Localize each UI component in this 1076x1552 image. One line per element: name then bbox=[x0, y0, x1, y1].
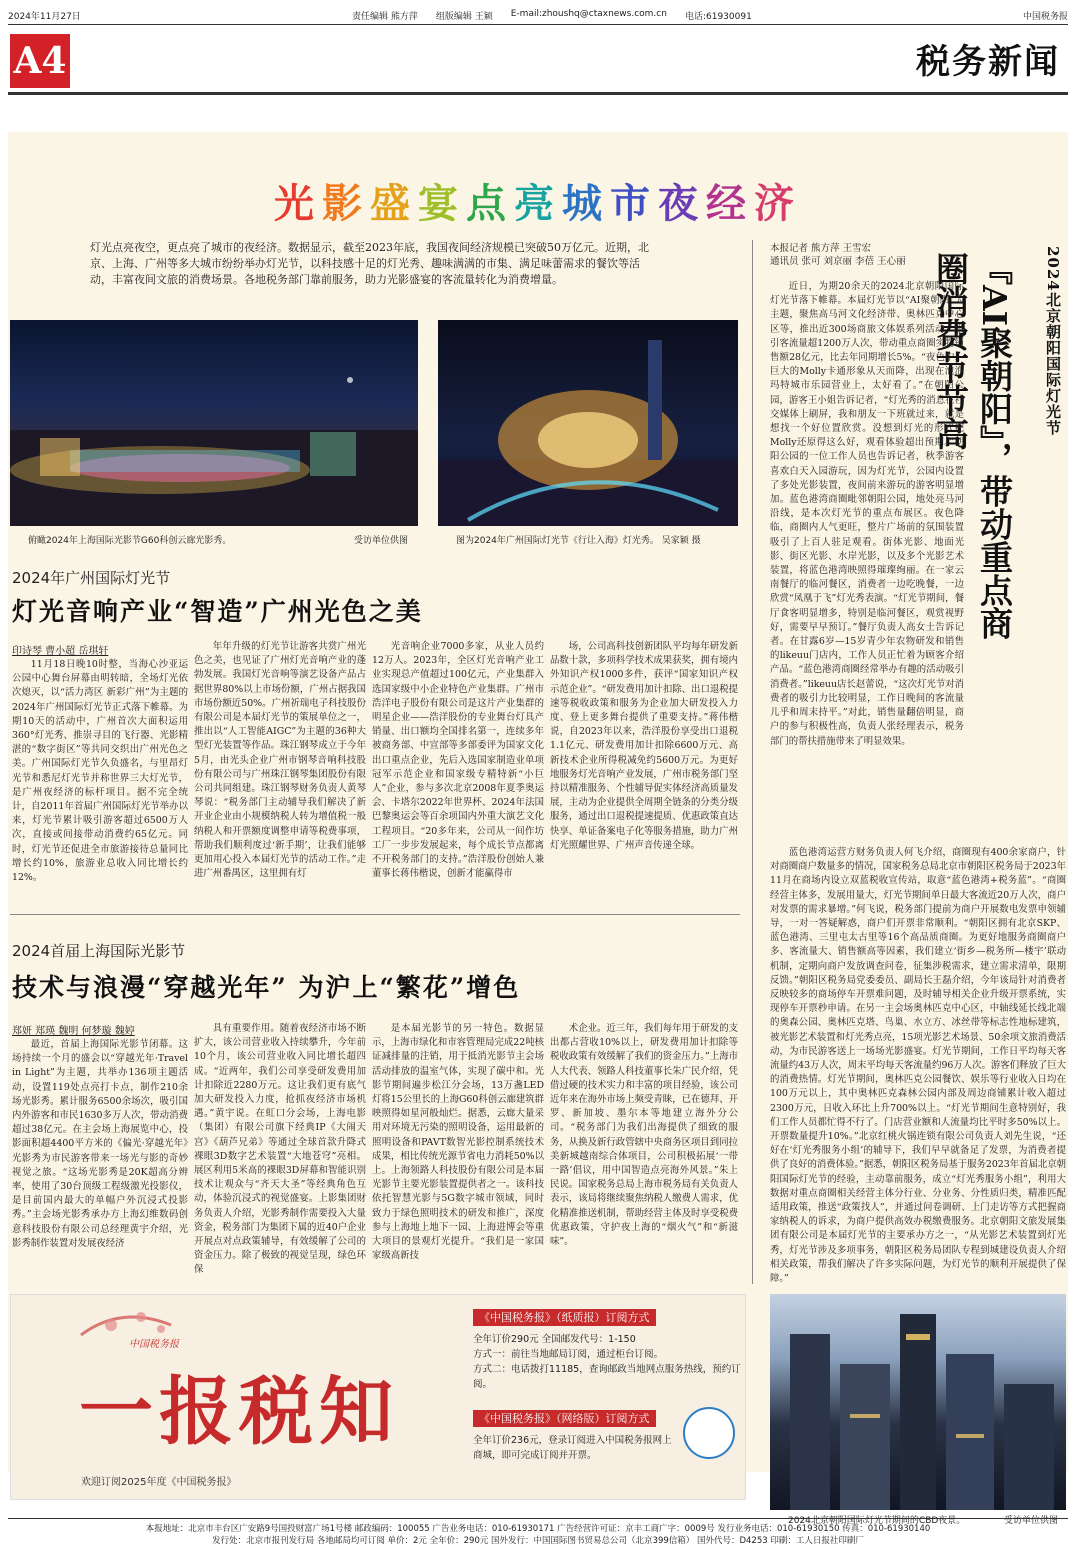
feature-intro: 灯光点亮夜空，更点亮了城市的夜经济。数据显示，截至2023年底，我国夜间经济规模已突破50万亿元。近期，北京、上海、广州等多大城市纷纷举办灯光节，以科技感十足的灯光秀、趣味满满的市集、满足味蕾需求的餐饮等活动，丰富夜间文旅的消费场景。各地税务部门靠前服务，助力光影盛宴的客流量转化为消费增量。 bbox=[90, 241, 649, 286]
feature-title-char: 城 bbox=[562, 180, 610, 227]
ad-line: 方式二：电话拨打11185，查询邮政当地网点服务热线，预约订阅。 bbox=[473, 1364, 741, 1390]
article3-text: 近日，为期20余天的2024北京朝阳国际灯光节落下帷幕。本届灯光节以“AI聚朝阳”为主题，聚焦高马河文化经济带、奥林匹克中心区等，推出近300场商旅文体娱系列活动，吸引客流量超1200万人次，带动重点商圈实物销售额28亿元，比去年同期增长5%。“夜色中，巨大的Molly卡通形象从天而降，出现在泡泡玛特城市乐园营业上，太好看了。”在朝阳公园，游客王小姐告诉记者，“灯光秀的消息在社交媒体上刷屏，我和朋友一下班就过来，就是想找一个好位置欣赏。没想到灯光的形式把Molly还原得这么好，观看体验超出预期。”朝阳公园的一位工作人员也告诉记者，秋季游客喜欢白天入园游玩，因为灯光节，公园内设置了多处光影装置，夜间前来游玩的游客明显增加。蓝色港湾商圈毗邻朝阳公园，地处亮马河沿线，是本次灯光节的重点布展区。夜色降临，商圈内人气更旺，整片广场前的氛围装置吸引了上百人驻足观看。街体光影、地面光影、街区光影、水岸光影，以及多个光影艺术装置，将蓝色港湾映照得璀璨绚丽。在一家云南餐厅的临河餐区，消费者一边吃晚餐，一边欣赏“凤凰于飞”灯光秀表演。“灯光节期间，餐厅食客明显增多，特别是临河餐区，观赏视野好，需要早早预订。”餐厅负责人高女士告诉记者。在甘露6岁—15岁青少年农物研发和销售的likeuu门店内，工作人员正忙着为顾客介绍产品。“蓝色港湾商圈经常举办有趣的活动吸引消费者。”likeuu店长赵蕾说，“这次灯光节对消费者的吸引力比较明显，工作日晚间的客流量儿乎和周末持平。”对此，销售量翻倍明显，商户的参与积极性高，负责人张经理表示，税务部门的帮扶措施带来了明显效果。 bbox=[770, 281, 964, 747]
article1-byline: 印诗琴 曹小超 岳琪轩 bbox=[12, 646, 109, 657]
ad-line: 全年订价290元 全国邮发代号：1-150 bbox=[473, 1334, 636, 1345]
feature-title-char: 宴 bbox=[418, 180, 466, 227]
photo1-credit: 受访单位供图 bbox=[354, 536, 409, 546]
article1-text: 光音响企业7000多家，从业人员约12万人。2023年，全区灯光音响产业工业实现总产值超过100亿元，产业集群入选国家级中小企业特色产业集群。广州市浩洋电子股份有限公司是这片产业集群的明星企业——浩洋股份的专业舞台灯具产销量、出口额均全国排名第一，连续多年被商务部、中宣部等多部委评为国家文化出口重点企业，先后入选国家制造业单项冠军示范企业和国家级专精特新“小巨人”企业，参与多次北京2008年夏季奥运会、卡塔尔2022年世界杯、2024年法国巴黎奥运会等百余项国内外重大演艺文化工程项目。“20多年来，公司从一间作坊工厂一步步发展起来，每个成长节点都离不开税务部门的支持。”浩洋股份创始人兼董事长蒋伟楷说，创新才能赢得市 bbox=[372, 641, 544, 880]
article1-col-2 bbox=[194, 640, 366, 902]
qr-code-icon bbox=[683, 1407, 735, 1459]
ad-print-title: 《中国税务报》（纸质报）订阅方式 bbox=[473, 1309, 656, 1326]
photo-beijing-cbd-night bbox=[770, 1294, 1066, 1510]
photo3-caption: 2024北京朝阳国际灯光节期间的CBD夜景。 bbox=[788, 1516, 966, 1526]
article1-text: 年年升级的灯光节让游客共赏广州光色之美，也见证了广州灯光音响产业的蓬勃发展。我国灯光音响等演艺设备产品占据世界80%以上市场份额，广州占据我国市场份额近50%。广州祈瑞电子科技股份有限公司是本届灯光节的策展单位之一，推出以“人工智能AIGC”为主题的36种大型灯光装置等作品。珠江钢琴成立于今年5月，由光头企业广州市钢琴音响科技股份有限公司与广州珠江钢琴集团股份有限公司共同组建。珠江钢琴财务负责人黄琴琴说：“税务部门主动辅导我们解决了新开业企业由小规模纳税人转为增值税一般纳税人和开票额度调整申请等税费事项，帮助我们顺利度过‘新手期’，让我们能够更加用心投入本届灯光节的活动工作。”走进广州番禺区，这里拥有灯 bbox=[194, 641, 366, 880]
divider bbox=[10, 914, 740, 915]
ad-welcome: 欢迎订阅2025年度《中国税务报》 bbox=[81, 1477, 237, 1488]
article1-col-3 bbox=[372, 640, 544, 902]
section-title: 税务新闻 bbox=[916, 42, 1060, 82]
article2-col-4 bbox=[550, 1022, 738, 1284]
feature-title-char: 点 bbox=[466, 180, 514, 227]
ad-slogan: 一报税知 bbox=[79, 1369, 399, 1455]
feature-title-char: 盛 bbox=[370, 180, 418, 227]
footer-line: 本报地址：北京市丰台区广安路9号国投财富广场1号楼 邮政编码：100055 广告业务电话：010-61930171 广告经营许可证：京丰工商广字：0009号 发行业务电话：010-61930150 传真：010-61930140 bbox=[145, 1524, 931, 1534]
paper-name: 中国税务报 bbox=[1022, 11, 1068, 22]
article3-text: 蓝色港湾运营方财务负责人何飞介绍，商圈现有400余家商户，针对商圈商户数量多的情况，国家税务总局北京市朝阳区税务局于2023年11月在商场内设立双蓝税收宣传站，取意“蓝色港湾+税务蓝”。“商圈经营主体多，发展用量大，灯光节期间单日最大客流近20万人次，商户对发票的需求暴增。”何飞说，税务部门提前为商户开展数电发票申领辅导，一对一答疑解惑，商户们开票非常顺利。“朝阳区拥有北京SKP、蓝色港湾、三里屯太古里等16个高品质商圈。为更好地服务商圈商户多、客流量大、销售额高等因素，我们建立‘街乡—税务所—楼宇’联动机制，定期向商户发放调查问卷，征集涉税需求，建立需求清单，限期反馈。”朝阳区税务局党委委员、副局长王磊介绍，今年该局针对消费者反映较多的商场停车开票难问题，及时辅导相关企业升级开票系统，实现停车开票秒申请。在另一主会场奥林匹克中心区，中轴线延长线北端的奥森公园、奥林匹克塔、鸟巢、水立方、冰丝带等标志性地标建筑，被光影艺术装置和灯光秀点亮，15项光影艺术场景、50余项文旅消费活动，为市民游客送上一场场光影盛宴。灯光节期间，工作日平均每天客流量约43万人次，周末平均每天客流量约96万人次。游客们释放了巨大的消费热情。灯光节期间，奥林匹克公园餐饮、娱乐等行业收入日均在100万元以上，其中奥林匹克森林公园内部及周边商铺累计收入超过2300万元，日收入环比上升700%以上。“灯光节期间生意特别好，我们工作人员都忙得不行了。门店营业额和人流量均比平时多50%以上。开票数量提升10%。”北京红桃火锅连锁有限公司负责人刘先生说，“还好在‘灯光秀服务小组’的辅导下，我们早早就备足了发票，为消费者提供了良好的消费体验。”据悉，朝阳区税务局基于服务2023年首届北京朝阳国际灯光节的经验，主动靠前服务，成立“灯光秀服务小组”，利用大数据对重点商圈相关经营主体分行业、分业务、分性质归类，精准匹配适用政策，推送“政策找人”，并通过问卷调研、上门走访等方式把握商家纳税人的诉求，为商户提供高效办税缴费服务。北京朝阳文旅发展集团有限公司是本届灯光节的主要承办方之一，“从光影艺术装置到灯光秀，灯光节涉及多项事务，朝阳区税务局团队专程到城建设负责人介绍相关政策，帮我们解决了许多实际问题，为灯光节的顺利开展提供了保障。” bbox=[770, 847, 1066, 1284]
feature-title-char: 夜 bbox=[658, 180, 706, 227]
reporter-line: 本报记者 熊方萍 王雪宏 bbox=[770, 243, 872, 254]
article1-kicker: 2024年广州国际灯光节 bbox=[12, 569, 171, 587]
ad-left bbox=[11, 1295, 461, 1499]
article3-kicker: 2024北京朝阳国际灯光节 bbox=[1044, 246, 1062, 436]
ad-line: 全年订价236元，登录订阅进入中国税务报网上商城，即可完成订阅并开票。 bbox=[473, 1435, 672, 1461]
top-rule bbox=[8, 24, 1068, 25]
photo2-caption: 图为2024年广州国际灯光节《行让入海》灯光秀。 吴家颖 摄 bbox=[456, 536, 701, 546]
article2-text: 具有重要作用。随着夜经济市场不断扩大，该公司营业收入持续攀升，今年前10个月，该公司营业收入同比增长超四成。“近两年，我们公司享受研发费用加计扣除近2280万元。这让我们更有底气加大研发投入力度，抢抓夜经济市场机遇。”黄宇说。在虹口分会场，上海电影（集团）有限公司旗下经典IP《大闹天宫》《葫芦兄弟》等通过全球首款升降式裸眼3D数字艺术装置“大地苍穹”亮相。展区利用5米高的裸眼3D屏幕和智能识别技术让观众与“齐天大圣”等经典角色互动，体验沉浸式的视觉盛宴。上影集团财务负责人介绍，光影秀制作需要投入大量资金，税务部门为集团下属的近40户企业开展点对点政策辅导，有效缓解了公司的资金压力。除了极致的视觉呈现，绿色环保 bbox=[194, 1023, 366, 1276]
footer-line: 发行处：北京市报刊发行局 各地邮局均可订阅 单价：2元 全年价：290元 国外发行：中国国际图书贸易总公司（北京399信箱） 国外代号：D4253 印刷：工人日报社印刷厂 bbox=[212, 1536, 864, 1546]
article2-col-1 bbox=[12, 1038, 188, 1284]
article3-col-bottom bbox=[770, 846, 1066, 1284]
issue-date: 2024年11月27日 bbox=[8, 11, 81, 22]
article2-headline: 技术与浪漫“穿越光年” 为沪上“繁花”增色 bbox=[12, 973, 521, 1002]
layout-editor-line: 组版编辑 王颖 bbox=[435, 11, 493, 22]
ad-online-title: 《中国税务报》（网络版）订阅方式 bbox=[473, 1410, 656, 1427]
article2-kicker: 2024首届上海国际光影节 bbox=[12, 942, 186, 960]
ad-line: 方式一：前往当地邮局订阅，通过柜台订阅。 bbox=[473, 1349, 664, 1360]
article1-col-4 bbox=[550, 640, 738, 902]
article3-col-top bbox=[770, 280, 964, 840]
article2-byline: 郑妍 郑瑛 魏明 何梦璇 魏婷 bbox=[12, 1026, 135, 1037]
feature-title-char: 市 bbox=[610, 180, 658, 227]
article1-col-1 bbox=[12, 658, 188, 902]
phone-line: 电话:61930091 bbox=[684, 11, 752, 22]
subscription-ad bbox=[10, 1294, 746, 1500]
feature-title-char: 亮 bbox=[514, 180, 562, 227]
editor-line: 责任编辑 熊方萍 bbox=[352, 11, 418, 22]
article3-headline: 『AI聚朝阳』，带动重点商圈消费节节高 bbox=[931, 252, 1014, 640]
column-divider bbox=[752, 240, 753, 1284]
feature-title-char: 影 bbox=[322, 180, 370, 227]
article1-headline: 灯光音响产业“智造”广州光色之美 bbox=[12, 597, 423, 626]
feature-title-char: 光 bbox=[274, 180, 322, 227]
article2-col-3 bbox=[372, 1022, 544, 1284]
feature-title-char: 经 bbox=[706, 180, 754, 227]
feature-title bbox=[0, 172, 1076, 229]
article1-text: 场，公司高科技创新团队平均每年研发新品数十款，多项科学技术成果获奖，拥有境内外知识产权1000多件，获评“国家知识产权示范企业”。“研发费用加计扣除、出口退税提速等税收政策和服务为企业加大研发投入力度、登上更多舞台提供了重要支持。”蒋伟楷说，自2023年以来，浩洋股份享受出口退税1.1亿元、研发费用加计扣除6600万元、高新技术企业所得税减免约5600万元。为更好地服务灯光音响产业发展，广州市税务部门坚持以精准服务、个性辅导促实体经济高质量发展，主动为企业提供全周期全链条的分类分级服务，通过出口退税提速提质、优惠政策直达快享、单证备案电子化等服务措施，助力广州灯光照耀世界、广州声音传递全球。 bbox=[550, 641, 738, 851]
ad-brand: 中国税务报 bbox=[129, 1339, 179, 1350]
photo3-credit: 受访单位供图 bbox=[1004, 1516, 1059, 1526]
article2-text: 术企业。近三年，我们每年用于研发的支出都占营收10%以上，研发费用加计扣除等税收政策有效缓解了我们的资金压力。”上海市人大代表、领路人科技董事长朱广民介绍，凭借过硬的技术实力和丰富的项目经验，该公司近年来在海外市场上频受青睐，已在德拜、开罗、新加坡、墨尔本等地建立海外分公司。“税务部门为我们出海提供了细致的服务，从换及新行政管辖中央商务区项目到同拉美新城越南综合体项目，公司积极拓展‘一带一路’倡议，用中国智造点亮海外风景。”朱上民说。国家税务总局上海市税务局有关负责人表示，该局将继续聚焦纳税人缴费人需求，优化精准推送机制，帮助经营主体及时享受税费优惠政策，守护夜上海的“烟火气”和“新滋味”。 bbox=[550, 1023, 738, 1248]
photo1-caption: 俯瞰2024年上海国际光影节G60科创云廊光影秀。 bbox=[28, 536, 232, 546]
header-rule bbox=[8, 92, 1068, 95]
feature-title-char: 济 bbox=[754, 180, 802, 227]
article3-reporters bbox=[770, 242, 950, 268]
reporter-line: 通讯员 张可 刘京丽 李蓓 王心丽 bbox=[770, 256, 906, 267]
email-line: E-mail:zhoushq@ctaxnews.com.cn bbox=[510, 8, 667, 19]
article2-text: 是本届光影节的另一特色。数据显示，上海市绿化和市容管理局完成22吨核证减排量的注销，用于抵消光影节主会场活动排放的温室气体，实现了碳中和。光影节期间遍步松江分会场，13万盏LED灯将15公里长的上海G60科创云廊建筑群映照得如星河般灿烂。据悉，云廊大量采用对环境无污染的照明设备，运用最新的照明设备和PAVT数智光影控制系统技术成果，相比传统光源节省电力消耗50%以上。上海领路人科技股份有限公司是本届光影节主要光影装置提供者之一。该科技依托智慧光影与5G数字城市领域，同时致力于绿色照明技术的研发和推广，深度参与上海地上地下一园、上海进博会等重大项目的景观灯光提升。“我们是一家国家级高新技 bbox=[372, 1023, 544, 1262]
photo-guangzhou-light-show bbox=[438, 320, 738, 526]
page-footer bbox=[8, 1518, 1068, 1547]
article1-text: 11月18日晚10时整，当海心沙亚运公园中心舞台屏幕由明转暗，全场灯光依次熄灭，以“活力湾区 新彩广州”为主题的2024年广州国际灯光节正式落下帷幕。为期10天的活动中，广州首次大面积运用360°灯光秀、推崇寻目的飞行器、光影精湛的“数字街区”等共同交织出广州光色之美。广州国际灯光节久负盛名，与里昂灯光节和悉尼灯光节并称世界三大灯光节，是广州夜经济的标杆项目。据不完全统计，自2011年首届广州国际灯光节举办以来，灯光节累计吸引游客超过6500万人次，直接或间接带动消费约65亿元。同时，灯光节还促进全市旅游接待总量同比增长约10%，旅游业总收入同比增长约12%。 bbox=[12, 659, 188, 884]
top-info-bar bbox=[8, 8, 1068, 22]
page-code: A4 bbox=[10, 34, 70, 88]
article2-col-2 bbox=[194, 1022, 366, 1284]
photo-shanghai-light-show bbox=[10, 320, 418, 526]
article2-text: 最近，首届上海国际光影节闭幕。这场持续一个月的盛会以“穿越光年·Travel in Light”为主题，共举办136项主题活动，设置119处点亮打卡点，制作210余场光影秀。累计服务6500余场次，吸引国内外游客和市民1630多万人次，带动消费超过38亿元。在主会场上海展览中心，投影面积超4400平方米的《偏光·穿越光年》光影秀为市民游客带来一场光与影的奇妙视觉之旅。“这场光影秀是20K超高分辨率，使用了30台顶级工程级激光投影仪，是目前国内最大的单幅户外沉浸式投影秀。”主会场光影秀承办方上海幻维数码创意科技股份有限公司总经理黄宇介绍，光影秀制作装置对发展夜经济 bbox=[12, 1039, 188, 1249]
